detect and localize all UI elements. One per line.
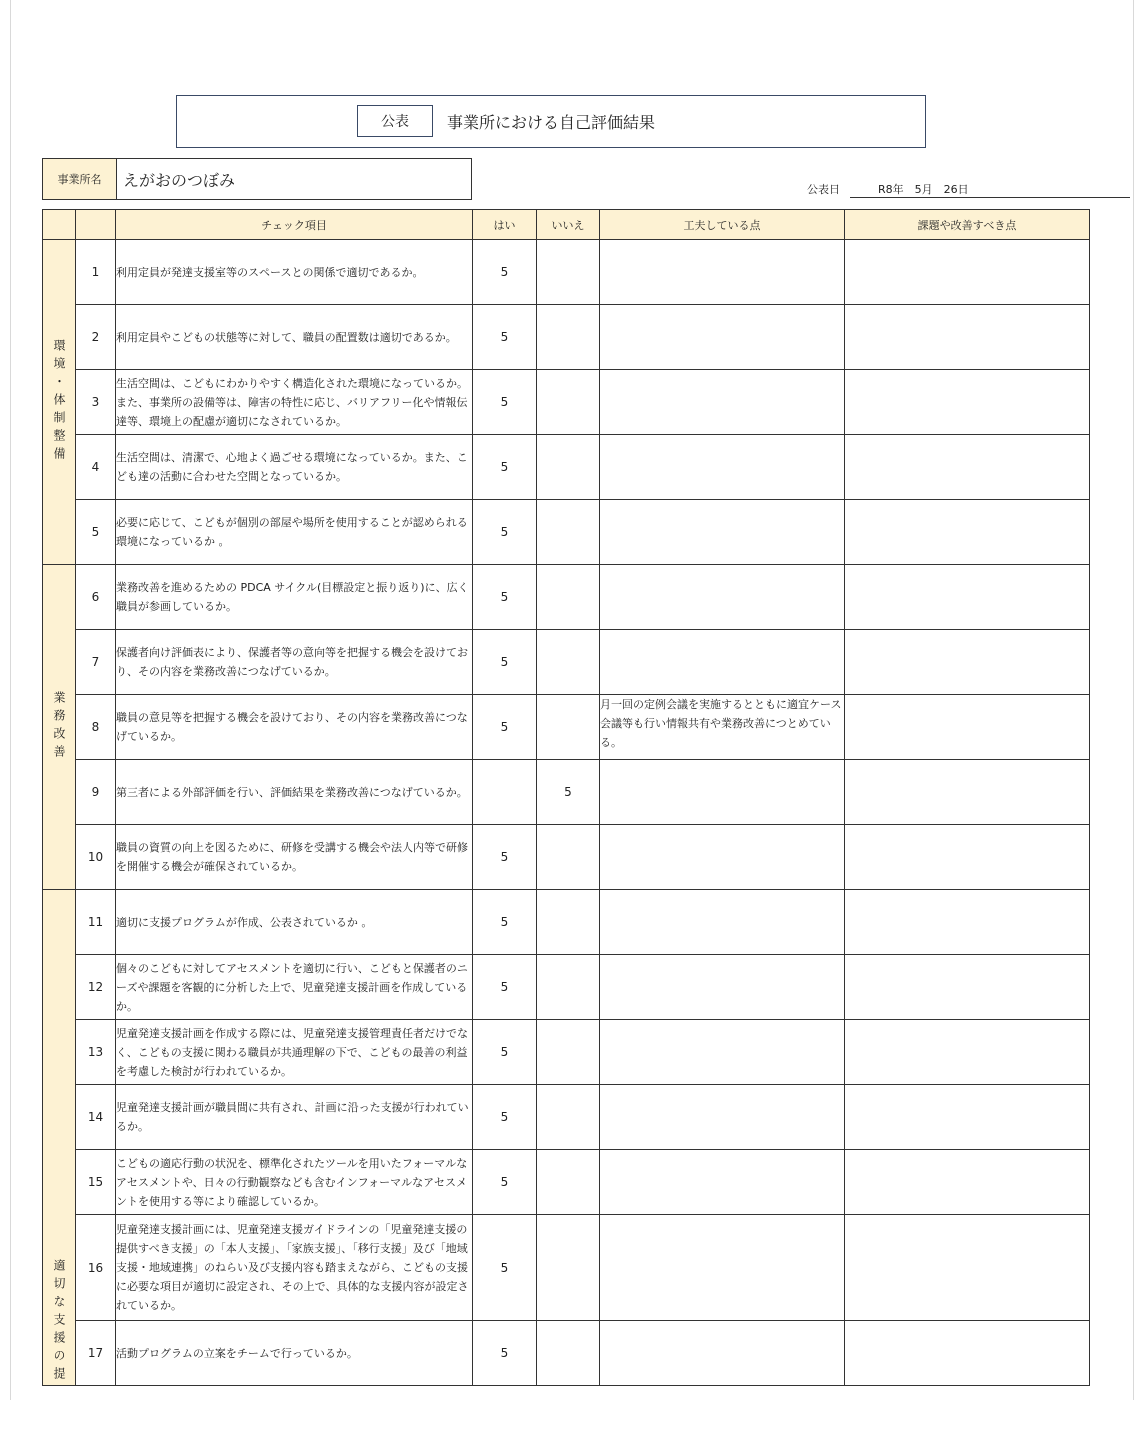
table-header-row <box>43 210 1090 240</box>
issue-note <box>845 240 1090 305</box>
check-item-text: 生活空間は、清潔で、心地よく過ごせる環境になっているか。また、こども達の活動に合わせた空間となっているか。 <box>116 435 473 500</box>
item-number: 4 <box>76 435 116 500</box>
item-number: 3 <box>76 370 116 435</box>
category-label: 環境・体制整備 <box>52 339 66 465</box>
table-row <box>43 1085 1090 1150</box>
effort-note <box>600 955 845 1020</box>
no-value <box>537 240 600 305</box>
issue-note <box>845 1020 1090 1085</box>
issue-note <box>845 370 1090 435</box>
yes-value: 5 <box>473 1020 537 1085</box>
publish-date-label: 公表日 <box>807 183 840 196</box>
item-number: 6 <box>76 565 116 630</box>
issue-note <box>845 695 1090 760</box>
no-value <box>537 825 600 890</box>
office-name-value: えがおのつぼみ <box>123 170 236 190</box>
category-biz <box>43 565 76 890</box>
yes-value: 5 <box>473 1321 537 1386</box>
no-value <box>537 695 600 760</box>
issue-note <box>845 1085 1090 1150</box>
effort-note <box>600 500 845 565</box>
check-item-text: 職員の意見等を把握する機会を設けており、その内容を業務改善につなげているか。 <box>116 695 473 760</box>
check-item-text: 児童発達支援計画が職員間に共有され、計画に沿った支援が行われているか。 <box>116 1085 473 1150</box>
self-evaluation-table <box>42 209 1090 1386</box>
effort-note <box>600 370 845 435</box>
check-item-text: 児童発達支援計画には、児童発達支援ガイドラインの「児童発達支援の提供すべき支援」の「本人支援」、「家族支援」、「移行支援」及び「地域支援・地域連携」のねらい及び支援内容も踏まえながら、こどもの支援に必要な項目が適切に設定され、その上で、具体的な支援内容が設定されているか。 <box>116 1215 473 1321</box>
header-box <box>176 95 926 148</box>
publish-date-value: R8年 5月 26日 <box>850 181 1130 198</box>
item-number: 12 <box>76 955 116 1020</box>
yes-value: 5 <box>473 955 537 1020</box>
document-title: 事業所における自己評価結果 <box>447 113 656 132</box>
check-item-text: こどもの適応行動の状況を、標準化されたツールを用いたフォーマルなアセスメントや、日々の行動観察なども含むインフォーマルなアセスメントを使用する等により確認しているか。 <box>116 1150 473 1215</box>
check-item-text: 職員の資質の向上を図るために、研修を受講する機会や法人内等で研修を開催する機会が確保されているか。 <box>116 825 473 890</box>
item-number: 11 <box>76 890 116 955</box>
check-item-text: 生活空間は、こどもにわかりやすく構造化された環境になっているか。また、事業所の設備等は、障害の特性に応じ、バリアフリー化や情報伝達等、環境上の配慮が適切になされているか。 <box>116 370 473 435</box>
effort-note <box>600 305 845 370</box>
issue-note <box>845 630 1090 695</box>
yes-value <box>473 760 537 825</box>
effort-note <box>600 890 845 955</box>
table-row <box>43 240 1090 305</box>
table-row <box>43 305 1090 370</box>
no-value <box>537 1215 600 1321</box>
check-item-text: 利用定員が発達支援室等のスペースとの関係で適切であるか。 <box>116 240 473 305</box>
table-row <box>43 565 1090 630</box>
effort-note <box>600 240 845 305</box>
check-item-text: 必要に応じて、こどもが個別の部屋や場所を使用することが認められる環境になっているか 。 <box>116 500 473 565</box>
item-number: 17 <box>76 1321 116 1386</box>
table-row <box>43 435 1090 500</box>
table-row <box>43 370 1090 435</box>
check-item-text: 利用定員やこどもの状態等に対して、職員の配置数は適切であるか。 <box>116 305 473 370</box>
check-item-text: 個々のこどもに対してアセスメントを適切に行い、こどもと保護者のニーズや課題を客観的に分析した上で、児童発達支援計画を作成しているか。 <box>116 955 473 1020</box>
item-number: 15 <box>76 1150 116 1215</box>
check-item-text: 保護者向け評価表により、保護者等の意向等を把握する機会を設けており、その内容を業務改善につなげているか。 <box>116 630 473 695</box>
no-value <box>537 1085 600 1150</box>
item-number: 14 <box>76 1085 116 1150</box>
no-value <box>537 500 600 565</box>
header-check-item: チェック項目 <box>116 210 473 240</box>
issue-note <box>845 1150 1090 1215</box>
no-value <box>537 955 600 1020</box>
issue-note <box>845 1215 1090 1321</box>
effort-note <box>600 1321 845 1386</box>
issue-note <box>845 500 1090 565</box>
effort-note <box>600 435 845 500</box>
no-value <box>537 565 600 630</box>
issue-note <box>845 890 1090 955</box>
category-support <box>43 890 76 1386</box>
yes-value: 5 <box>473 370 537 435</box>
effort-note: 月一回の定例会議を実施するとともに適宜ケース会議等も行い情報共有や業務改善につとめている。 <box>600 695 845 760</box>
category-label: 適切な支援の提 <box>52 1259 66 1385</box>
table-row <box>43 1215 1090 1321</box>
table-row <box>43 500 1090 565</box>
item-number: 9 <box>76 760 116 825</box>
yes-value: 5 <box>473 565 537 630</box>
yes-value: 5 <box>473 1085 537 1150</box>
table-row <box>43 760 1090 825</box>
effort-note <box>600 1085 845 1150</box>
yes-value: 5 <box>473 305 537 370</box>
header-issues: 課題や改善すべき点 <box>845 210 1090 240</box>
yes-value: 5 <box>473 240 537 305</box>
yes-value: 5 <box>473 435 537 500</box>
check-item-text: 業務改善を進めるための PDCA サイクル(目標設定と振り返り)に、広く職員が参画しているか。 <box>116 565 473 630</box>
publication-badge: 公表 <box>357 105 433 137</box>
yes-value: 5 <box>473 1215 537 1321</box>
yes-value: 5 <box>473 630 537 695</box>
issue-note <box>845 305 1090 370</box>
effort-note <box>600 1215 845 1321</box>
header-number-cell <box>76 210 116 240</box>
issue-note <box>845 435 1090 500</box>
category-label: 業務改善 <box>52 691 66 763</box>
yes-value: 5 <box>473 890 537 955</box>
no-value: 5 <box>537 760 600 825</box>
item-number: 1 <box>76 240 116 305</box>
table-row <box>43 890 1090 955</box>
publish-date <box>807 181 1130 198</box>
item-number: 5 <box>76 500 116 565</box>
table-row <box>43 695 1090 760</box>
issue-note <box>845 565 1090 630</box>
header-yes: はい <box>473 210 537 240</box>
check-item-text: 活動プログラムの立案をチームで行っているか。 <box>116 1321 473 1386</box>
check-item-text: 児童発達支援計画を作成する際には、児童発達支援管理責任者だけでなく、こどもの支援に関わる職員が共通理解の下で、こどもの最善の利益を考慮した検討が行われているか。 <box>116 1020 473 1085</box>
header-no: いいえ <box>537 210 600 240</box>
effort-note <box>600 825 845 890</box>
yes-value: 5 <box>473 695 537 760</box>
issue-note <box>845 955 1090 1020</box>
issue-note <box>845 1321 1090 1386</box>
issue-note <box>845 760 1090 825</box>
office-name-label: 事業所名 <box>43 159 117 199</box>
check-item-text: 適切に支援プログラムが作成、公表されているか 。 <box>116 890 473 955</box>
header-effort: 工夫している点 <box>600 210 845 240</box>
item-number: 13 <box>76 1020 116 1085</box>
yes-value: 5 <box>473 1150 537 1215</box>
check-item-text: 第三者による外部評価を行い、評価結果を業務改善につなげているか。 <box>116 760 473 825</box>
table-row <box>43 825 1090 890</box>
effort-note <box>600 1150 845 1215</box>
no-value <box>537 1020 600 1085</box>
table-row <box>43 1321 1090 1386</box>
no-value <box>537 890 600 955</box>
item-number: 16 <box>76 1215 116 1321</box>
yes-value: 5 <box>473 500 537 565</box>
table-row <box>43 630 1090 695</box>
no-value <box>537 435 600 500</box>
yes-value: 5 <box>473 825 537 890</box>
no-value <box>537 305 600 370</box>
no-value <box>537 370 600 435</box>
table-row <box>43 1150 1090 1215</box>
effort-note <box>600 760 845 825</box>
item-number: 10 <box>76 825 116 890</box>
header-category-cell <box>43 210 76 240</box>
item-number: 7 <box>76 630 116 695</box>
effort-note <box>600 630 845 695</box>
office-name-box <box>42 158 472 200</box>
item-number: 2 <box>76 305 116 370</box>
table-row <box>43 955 1090 1020</box>
category-env <box>43 240 76 565</box>
effort-note <box>600 565 845 630</box>
item-number: 8 <box>76 695 116 760</box>
no-value <box>537 1150 600 1215</box>
issue-note <box>845 825 1090 890</box>
effort-note <box>600 1020 845 1085</box>
table-row <box>43 1020 1090 1085</box>
no-value <box>537 1321 600 1386</box>
no-value <box>537 630 600 695</box>
